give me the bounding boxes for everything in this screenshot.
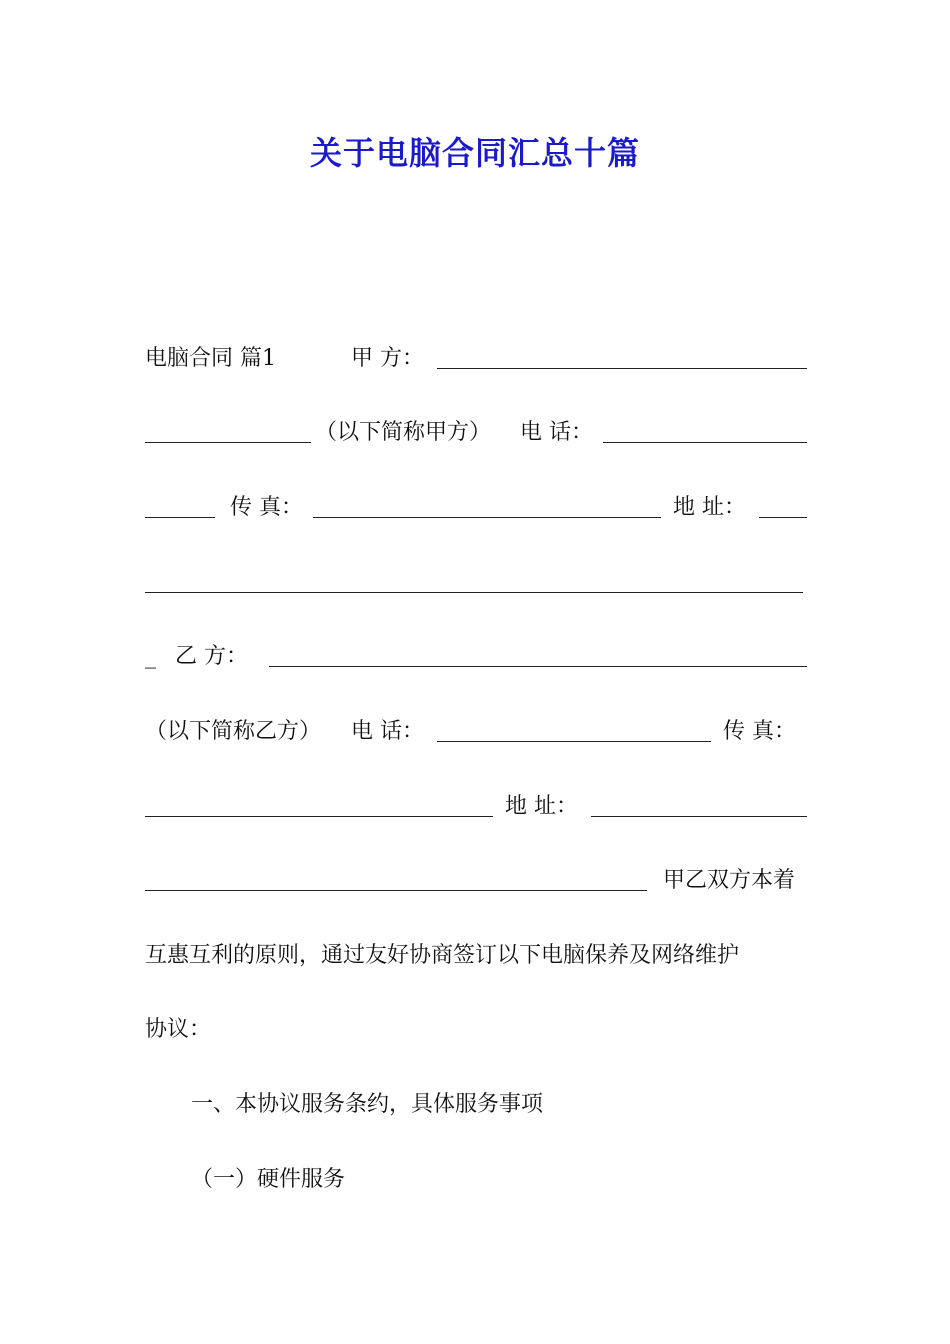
section-1-text: 一、本协议服务条约，具体服务事项 [191,1092,544,1117]
document-title: 关于电脑合同汇总十篇 [309,134,640,172]
party-a-name-field[interactable] [437,342,807,369]
party-b-address-label: 地 址： [505,794,578,819]
party-a-address-field[interactable] [759,491,807,518]
party-a-phone-field-cont[interactable] [145,491,215,518]
party-b-address-field-cont[interactable] [145,864,647,891]
party-b-phone-field[interactable] [437,715,711,742]
party-b-short-name: （以下简称乙方） [145,719,322,744]
party-a-address-field-cont[interactable] [145,566,803,593]
paragraph-2 [145,939,807,973]
party-a-phone-field[interactable] [603,416,807,443]
party-b-phone-label: 电 话： [351,719,424,744]
form-line-1 [145,342,807,376]
leading-underscore: _ [145,644,156,669]
form-line-5 [145,640,807,674]
party-b-name-field[interactable] [269,640,807,667]
party-a-fax-field[interactable] [313,491,661,518]
subsection-1-text: （一）硬件服务 [191,1167,346,1192]
paragraph-2-text: 互惠互利的原则，通过友好协商签订以下电脑保养及网络维护 [145,943,740,968]
party-b-address-field[interactable] [591,790,807,817]
form-line-2 [145,416,807,450]
party-a-fax-label: 传 真： [230,495,303,520]
party-a-name-field-cont[interactable] [145,416,311,443]
paragraph-3-text: 协议： [145,1017,212,1042]
party-b-fax-label: 传 真： [723,719,796,744]
contract-heading: 电脑合同 篇1 [145,346,276,371]
party-a-phone-label: 电 话： [520,420,593,445]
paragraph-1-tail: 甲乙双方本着 [663,868,796,893]
party-a-address-label: 地 址： [673,495,746,520]
paragraph-3 [145,1013,807,1047]
section-1-heading [145,1088,807,1122]
form-line-4 [145,566,807,600]
subsection-1-heading [145,1163,807,1197]
party-a-label: 甲 方： [351,346,424,371]
form-line-8 [145,864,807,898]
form-line-6 [145,715,807,749]
party-b-label: 乙 方： [175,644,248,669]
party-b-fax-field[interactable] [145,790,493,817]
party-a-short-name: （以下简称甲方） [315,420,492,445]
form-line-3 [145,491,807,525]
form-line-7 [145,790,807,824]
